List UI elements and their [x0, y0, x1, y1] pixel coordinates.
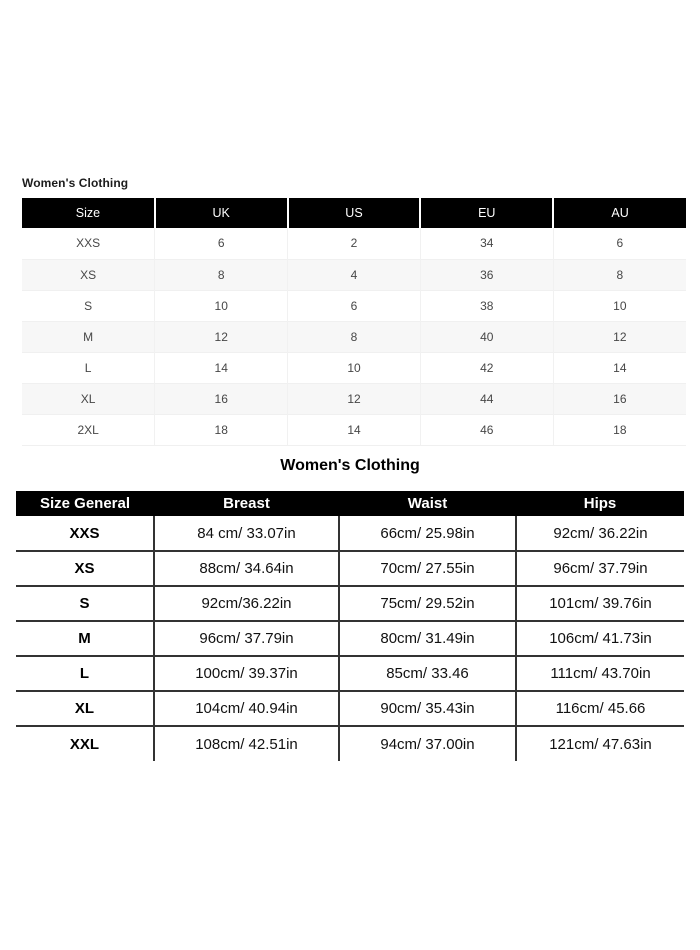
table-row [16, 516, 684, 551]
size-label-cell: XL [16, 691, 154, 726]
column-header-au: AU [553, 198, 686, 228]
column-header-eu: EU [420, 198, 553, 228]
intl-table-label: Women's Clothing [22, 176, 129, 190]
waist-cell: 80cm/ 31.49in [339, 621, 516, 656]
table-cell: 2XL [22, 414, 155, 445]
table-cell: 38 [420, 290, 553, 321]
table-cell: 8 [553, 259, 686, 290]
waist-cell: 90cm/ 35.43in [339, 691, 516, 726]
table-row [22, 352, 686, 383]
table-row [22, 228, 686, 259]
column-header-uk: UK [155, 198, 288, 228]
column-header-size: Size [22, 198, 155, 228]
waist-cell: 75cm/ 29.52in [339, 586, 516, 621]
column-header-waist: Waist [339, 491, 516, 516]
breast-cell: 108cm/ 42.51in [154, 726, 339, 761]
column-header-breast: Breast [154, 491, 339, 516]
breast-cell: 100cm/ 39.37in [154, 656, 339, 691]
table-cell: 42 [420, 352, 553, 383]
table-cell: 6 [288, 290, 421, 321]
table-row [22, 383, 686, 414]
table-cell: 12 [288, 383, 421, 414]
table-row [22, 290, 686, 321]
table-cell: 14 [288, 414, 421, 445]
table-row [22, 321, 686, 352]
table-cell: 10 [288, 352, 421, 383]
intl-size-section [22, 176, 686, 446]
table-cell: 10 [553, 290, 686, 321]
table-row [16, 656, 684, 691]
waist-cell: 66cm/ 25.98in [339, 516, 516, 551]
measurements-table [16, 491, 684, 761]
intl-header-row [22, 198, 686, 228]
waist-cell: 85cm/ 33.46 [339, 656, 516, 691]
size-label-cell: S [16, 586, 154, 621]
table-cell: 6 [155, 228, 288, 259]
hips-cell: 111cm/ 43.70in [516, 656, 684, 691]
hips-cell: 96cm/ 37.79in [516, 551, 684, 586]
hips-cell: 92cm/ 36.22in [516, 516, 684, 551]
column-header-size-general: Size General [16, 491, 154, 516]
table-row [16, 551, 684, 586]
table-cell: 12 [553, 321, 686, 352]
table-cell: M [22, 321, 155, 352]
size-label-cell: L [16, 656, 154, 691]
table-cell: XXS [76, 236, 101, 251]
table-cell: 16 [553, 383, 686, 414]
breast-cell: 88cm/ 34.64in [154, 551, 339, 586]
table-row [16, 691, 684, 726]
intl-size-table [22, 198, 686, 446]
breast-cell: 84 cm/ 33.07in [154, 516, 339, 551]
table-cell: 6 [553, 228, 686, 259]
table-row [16, 586, 684, 621]
hips-cell: 121cm/ 47.63in [549, 735, 652, 753]
size-label-cell: M [16, 621, 154, 656]
table-cell: 8 [155, 259, 288, 290]
table-cell: 40 [420, 321, 553, 352]
table-cell: 10 [155, 290, 288, 321]
size-label-cell: XS [16, 551, 154, 586]
table-cell: 18 [553, 414, 686, 445]
table-cell: 46 [420, 414, 553, 445]
hips-cell: 116cm/ 45.66 [516, 691, 684, 726]
hips-cell: 106cm/ 41.73in [516, 621, 684, 656]
size-label-cell: XXS [16, 516, 154, 551]
table-cell: XL [22, 383, 155, 414]
waist-cell: 94cm/ 37.00in [339, 726, 516, 761]
column-header-us: US [288, 198, 421, 228]
table-cell: 16 [155, 383, 288, 414]
table-cell: 14 [553, 352, 686, 383]
table-cell: L [22, 352, 155, 383]
table-cell: 14 [155, 352, 288, 383]
table-row [16, 726, 684, 761]
breast-cell: 92cm/36.22in [154, 586, 339, 621]
table-cell: 36 [420, 259, 553, 290]
measure-header-row [16, 491, 684, 516]
table-row [16, 621, 684, 656]
table-cell: XS [22, 259, 155, 290]
table-row [22, 414, 686, 445]
table-cell: 12 [155, 321, 288, 352]
table-cell: 4 [288, 259, 421, 290]
breast-cell: 96cm/ 37.79in [154, 621, 339, 656]
size-label-cell: XXL [16, 726, 154, 761]
table-cell: 8 [288, 321, 421, 352]
measurements-title: Women's Clothing [280, 457, 420, 474]
table-cell: S [22, 290, 155, 321]
hips-cell: 101cm/ 39.76in [516, 586, 684, 621]
table-cell: 34 [420, 228, 553, 259]
waist-cell: 70cm/ 27.55in [339, 551, 516, 586]
table-cell: 44 [420, 383, 553, 414]
breast-cell: 104cm/ 40.94in [154, 691, 339, 726]
column-header-hips: Hips [516, 491, 684, 516]
table-cell: 18 [155, 414, 288, 445]
table-row [22, 259, 686, 290]
table-cell: 2 [288, 228, 421, 259]
